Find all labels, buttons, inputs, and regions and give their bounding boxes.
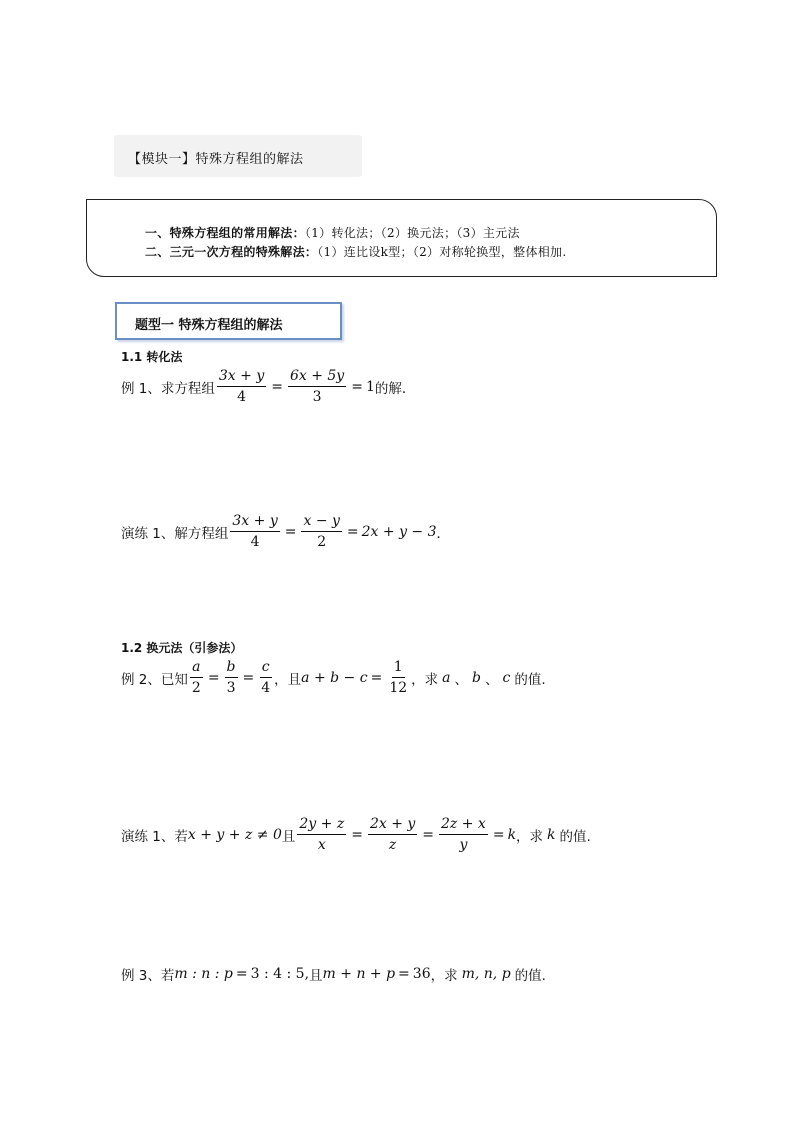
section-heading-1-2: 1.2 换元法（引参法） [121,641,243,655]
fraction: $\frac{1}{12}$ [389,659,408,696]
practice-1: 演练 1、解方程组 $\frac{3x + y}{4}$ = $\frac{x - y}{2}$ = 2x + y − 3 ． [121,513,451,550]
fraction: $\frac{2z + x}{y}$ [441,816,486,853]
example-1: 例 1、求方程组 $\frac{3x + y}{4}$ = $\frac{6x + 5y}{3}$ = 1 的解． [121,368,416,405]
summary-line-2 [145,243,566,260]
fraction: $\frac{x - y}{2}$ [303,513,340,550]
section-heading-1-1: 1.1 转化法 [121,350,183,364]
fraction: $\frac{2y + z}{x}$ [299,816,345,853]
example-2: 例 2、已知 $\frac{a}{2}$ = $\frac{b}{3}$ = $\frac{c}{4}$ ，且 a + b − c = $\frac{1}{12}$ ，求 a 、 b 、 c 的值. [121,659,546,696]
module-title: 【模块一】特殊方程组的解法 [128,152,304,167]
summary-line-1-label: 一、特殊方程组的常用解法： [145,226,305,240]
fraction: $\frac{6x + 5y}{3}$ [289,368,345,405]
practice-2: 演练 1、若 x + y + z ≠ 0 且 $\frac{2y + z}{x}$ = $\frac{2x + y}{z}$ = $\frac{2z + x}{y}$ = k ，求 k 的值. [121,816,591,853]
summary-line-2-label: 二、三元一次方程的特殊解法： [145,245,318,259]
example-3-prefix: 例 3、若 [121,968,175,984]
fraction: $\frac{a}{2}$ [191,659,201,696]
fraction: $\frac{2x + y}{z}$ [369,816,416,853]
fraction: $\frac{3x + y}{4}$ [232,513,278,550]
problem-type-label: 题型一 特殊方程组的解法 [135,318,283,333]
example-1-prefix: 例 1、求方程组 [121,381,215,397]
practice-1-prefix: 演练 1、解方程组 [121,526,229,542]
practice-2-prefix: 演练 1、若 [121,829,188,845]
summary-line-1 [145,224,520,241]
example-2-prefix: 例 2、已知 [121,672,188,688]
summary-line-2-text: （1）连比设k型；（2）对称轮换型，整体相加. [317,245,567,259]
example-3: 例 3、若 m : n : p = 3 : 4 : 5, 且 m + n + p = 36 ，求 m, n, p 的值. [121,966,546,984]
fraction: $\frac{b}{3}$ [226,659,236,696]
fraction: $\frac{c}{4}$ [261,659,271,696]
fraction: $\frac{3x + y}{4}$ [218,368,265,405]
example-1-suffix: 的解． [374,381,416,397]
summary-line-1-text: （1）转化法；（2）换元法；（3）主元法 [304,226,520,240]
